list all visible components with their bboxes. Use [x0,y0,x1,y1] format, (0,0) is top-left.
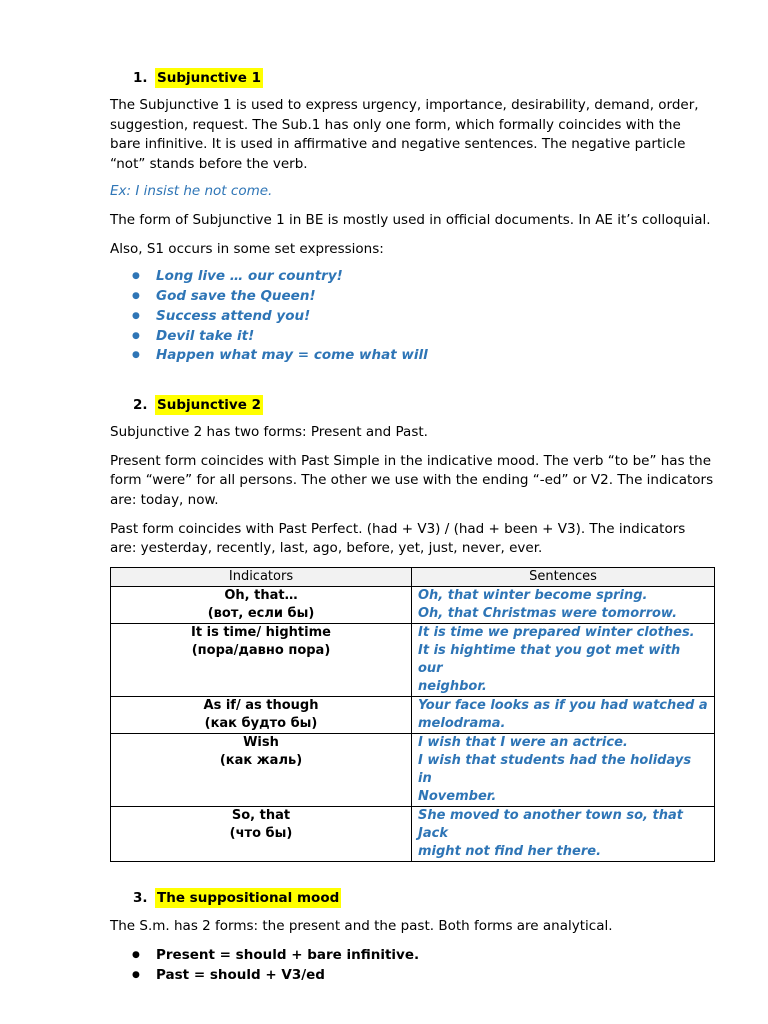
list-item: ● Success attend you! [110,307,714,327]
cell-line: (как жаль) [219,752,303,768]
column-header: Sentences [412,567,715,586]
section-heading-subjunctive-2 [133,395,714,415]
list-item: ● Devil take it! [110,327,714,347]
table-row [111,586,715,623]
indicator-cell [111,586,412,623]
indicator-cell [111,733,412,806]
table-row [111,623,715,696]
cell-line: It is time/ hightime [191,624,331,640]
indicator-cell [111,696,412,733]
example-sentence: Ex: I insist he not come. [110,183,273,200]
document-page [110,68,714,985]
list-item: ● Past = should + V3/ed [110,965,714,985]
section-number: 1. [133,70,148,86]
list-item: ● Happen what may = come what will [110,346,714,366]
cell-line: Oh, that… [224,587,298,603]
section-number: 3. [133,889,148,906]
indicator-cell [111,806,412,861]
sentence-cell [412,586,715,623]
list-item: ● Long live … our country! [110,267,714,287]
list-item: ● Present = should + bare infinitive. [110,945,714,965]
paragraph: Past form coincides with Past Perfect. (had + V3) / (had + been + V3). The indicators are: yesterday, recently, last, ago, before, yet, just, never, ever. [110,520,686,557]
sentence-cell [412,733,715,806]
cell-line: I wish that I were an actrice. [418,734,628,750]
paragraph: Also, S1 occurs in some set expressions: [110,240,384,257]
cell-line: Wish [243,734,279,750]
paragraph: The form of Subjunctive 1 in BE is mostly used in official documents. In AE it’s colloquial. [110,211,711,228]
indicators-table [110,567,715,862]
forms-list [110,945,714,985]
cell-line: (вот, если бы) [207,605,315,621]
cell-line: Your face looks as if you had watched a [418,697,708,713]
table-header-row [111,567,715,586]
cell-line: November. [418,788,497,804]
cell-line: melodrama. [418,715,506,731]
section-number: 2. [133,397,148,414]
cell-line: I wish that students had the holidays in [418,752,692,786]
table-row [111,806,715,861]
indicator-cell [111,623,412,696]
sentence-cell [412,623,715,696]
column-header: Indicators [111,567,412,586]
table-row [111,733,715,806]
section-heading-suppositional-mood [133,888,714,908]
sentence-cell [412,806,715,861]
expressions-list [110,267,714,366]
table-row [111,696,715,733]
cell-line: (пора/давно пора) [191,642,331,658]
cell-line: As if/ as though [203,697,319,713]
sentence-cell [412,696,715,733]
paragraph: The S.m. has 2 forms: the present and the past. Both forms are analytical. [110,917,613,934]
cell-line: (как будто бы) [204,715,318,731]
cell-line: It is hightime that you got met with our [418,642,681,676]
section-title: The suppositional mood [157,889,340,906]
section-heading-subjunctive-1 [133,68,714,88]
cell-line: Oh, that Christmas were tomorrow. [418,605,678,621]
cell-line: might not find her there. [418,843,602,859]
cell-line: neighbor. [418,678,487,694]
cell-line: Oh, that winter become spring. [418,587,648,603]
list-item: ● God save the Queen! [110,287,714,307]
section-title: Subjunctive 1 [157,70,261,86]
paragraph: The Subjunctive 1 is used to express urgency, importance, desirability, demand, order, suggestion, request. The Sub.1 has only one form, which formally coincides with the bare infinitive. It is used in affirmative and negative sentences. The negative particle “not” stands before the verb. [110,97,699,172]
cell-line: (что бы) [229,825,293,841]
section-title: Subjunctive 2 [157,397,261,414]
paragraph: Present form coincides with Past Simple in the indicative mood. The verb “to be” has the form “were” for all persons. The other we use with the ending “-ed” or V2. The indicators are: today, now. [110,452,714,508]
cell-line: So, that [231,807,291,823]
paragraph: Subjunctive 2 has two forms: Present and Past. [110,424,428,441]
cell-line: It is time we prepared winter clothes. [418,624,695,640]
cell-line: She moved to another town so, that Jack [418,807,683,841]
